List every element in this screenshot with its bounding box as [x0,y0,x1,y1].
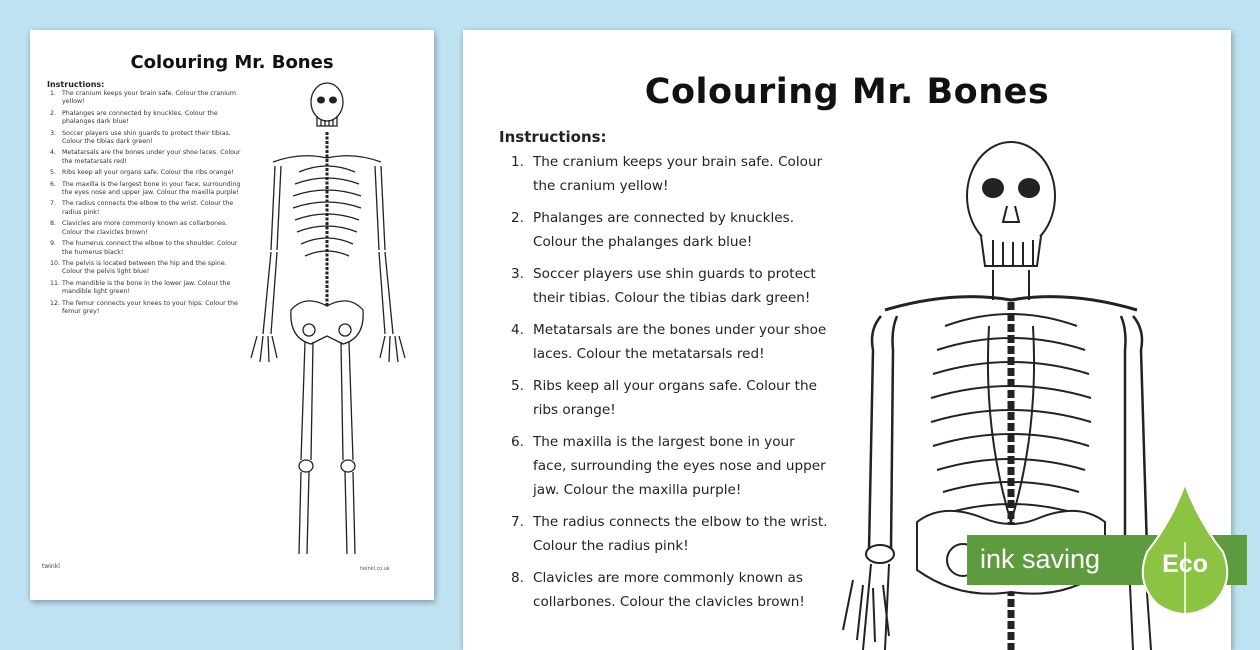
footer-site: twinkl.co.uk [360,566,390,572]
item-text: Clavicles are more commonly known as collarbones. Colour the clavicles brown! [533,570,805,610]
item-text: The femur connects your knees to your hips. Colour the femur grey! [62,299,239,315]
item-number: 7. [511,514,524,530]
page-title: Colouring Mr. Bones [644,72,1050,112]
list-item [50,300,245,317]
item-number: 11. [50,279,61,287]
list-item [50,220,245,237]
item-text: Metatarsals are the bones under your shoe laces. Colour the metatarsals red! [62,149,241,165]
list-item [50,130,245,147]
item-text: The pelvis is located between the hip and the spine. Colour the pelvis light blue! [62,259,227,276]
item-number: 2. [50,109,57,117]
item-number: 12. [50,299,61,307]
item-text: The mandible is the bone in the lower jaw. Colour the mandible light green! [62,279,231,296]
item-number: 3. [511,266,524,282]
item-number: 6. [50,180,57,188]
list-item [50,169,245,177]
list-item [50,200,245,217]
list-item [50,90,245,107]
item-number: 4. [511,322,524,338]
list-item [50,149,245,166]
item-text: The maxilla is the largest bone in your face, surrounding the eyes nose and upper jaw. Colour the maxilla purple! [533,434,826,498]
thumbnail-title: Colouring Mr. Bones [130,52,334,73]
list-item [511,150,831,198]
ink-saving-label: ink saving [980,544,1101,574]
item-text: The maxilla is the largest bone in your face, surrounding the eyes nose and upper jaw. Colour the maxilla purple! [62,180,241,197]
thumbnail-instructions-heading: Instructions: [47,80,105,89]
list-item [511,262,831,310]
list-item [511,318,831,366]
item-text: The humerus connect the elbow to the shoulder. Colour the humerus black! [62,240,238,256]
item-number: 4. [50,149,57,157]
item-text: The radius connects the elbow to the wrist. Colour the radius pink! [62,200,234,216]
item-text: Phalanges are connected by knuckles. Colour the phalanges dark blue! [533,210,795,250]
list-item [50,181,245,198]
skeleton-illustration-small [235,80,420,555]
item-number: 1. [50,90,57,97]
item-number: 6. [511,434,524,450]
item-number: 5. [50,169,57,177]
item-text: Soccer players use shin guards to protect their tibias. Colour the tibias dark green! [62,129,231,146]
thumbnail-instructions-list [50,90,245,316]
item-text: Phalanges are connected by knuckles. Colour the phalanges dark blue! [62,109,218,126]
item-number: 3. [50,129,57,137]
item-number: 10. [50,259,61,267]
item-text: The cranium keeps your brain safe. Colour the cranium yellow! [62,90,237,106]
list-item [50,260,245,277]
item-number: 8. [511,570,524,586]
list-item [511,206,831,254]
footer-logo: twinkl [42,563,60,570]
worksheet-thumbnail[interactable] [30,30,434,600]
item-text: Ribs keep all your organs safe. Colour the ribs orange! [62,169,234,177]
eco-label: Eco [1162,550,1208,578]
item-number: 7. [50,200,57,208]
item-text: Soccer players use shin guards to protect their tibias. Colour the tibias dark green! [533,266,816,306]
item-number: 2. [511,210,524,226]
item-number: 1. [511,154,524,170]
item-text: Metatarsals are the bones under your shoe laces. Colour the metatarsals red! [533,322,827,362]
list-item [511,430,831,502]
item-text: Ribs keep all your organs safe. Colour the ribs orange! [533,378,817,418]
list-item [511,374,831,422]
item-text: The radius connects the elbow to the wrist. Colour the radius pink! [533,514,828,554]
item-number: 8. [50,220,57,228]
list-item [511,510,831,558]
list-item [50,240,245,257]
item-number: 5. [511,378,524,394]
item-text: Clavicles are more commonly known as collarbones. Colour the clavicles brown! [62,220,228,236]
item-text: The cranium keeps your brain safe. Colour the cranium yellow! [533,154,823,194]
item-number: 9. [50,240,57,248]
instructions-heading: Instructions: [499,128,607,146]
list-item [50,110,245,127]
instructions-list [511,150,831,622]
eco-leaf-drop-icon [1135,482,1235,617]
list-item [50,280,245,297]
list-item [511,566,831,614]
